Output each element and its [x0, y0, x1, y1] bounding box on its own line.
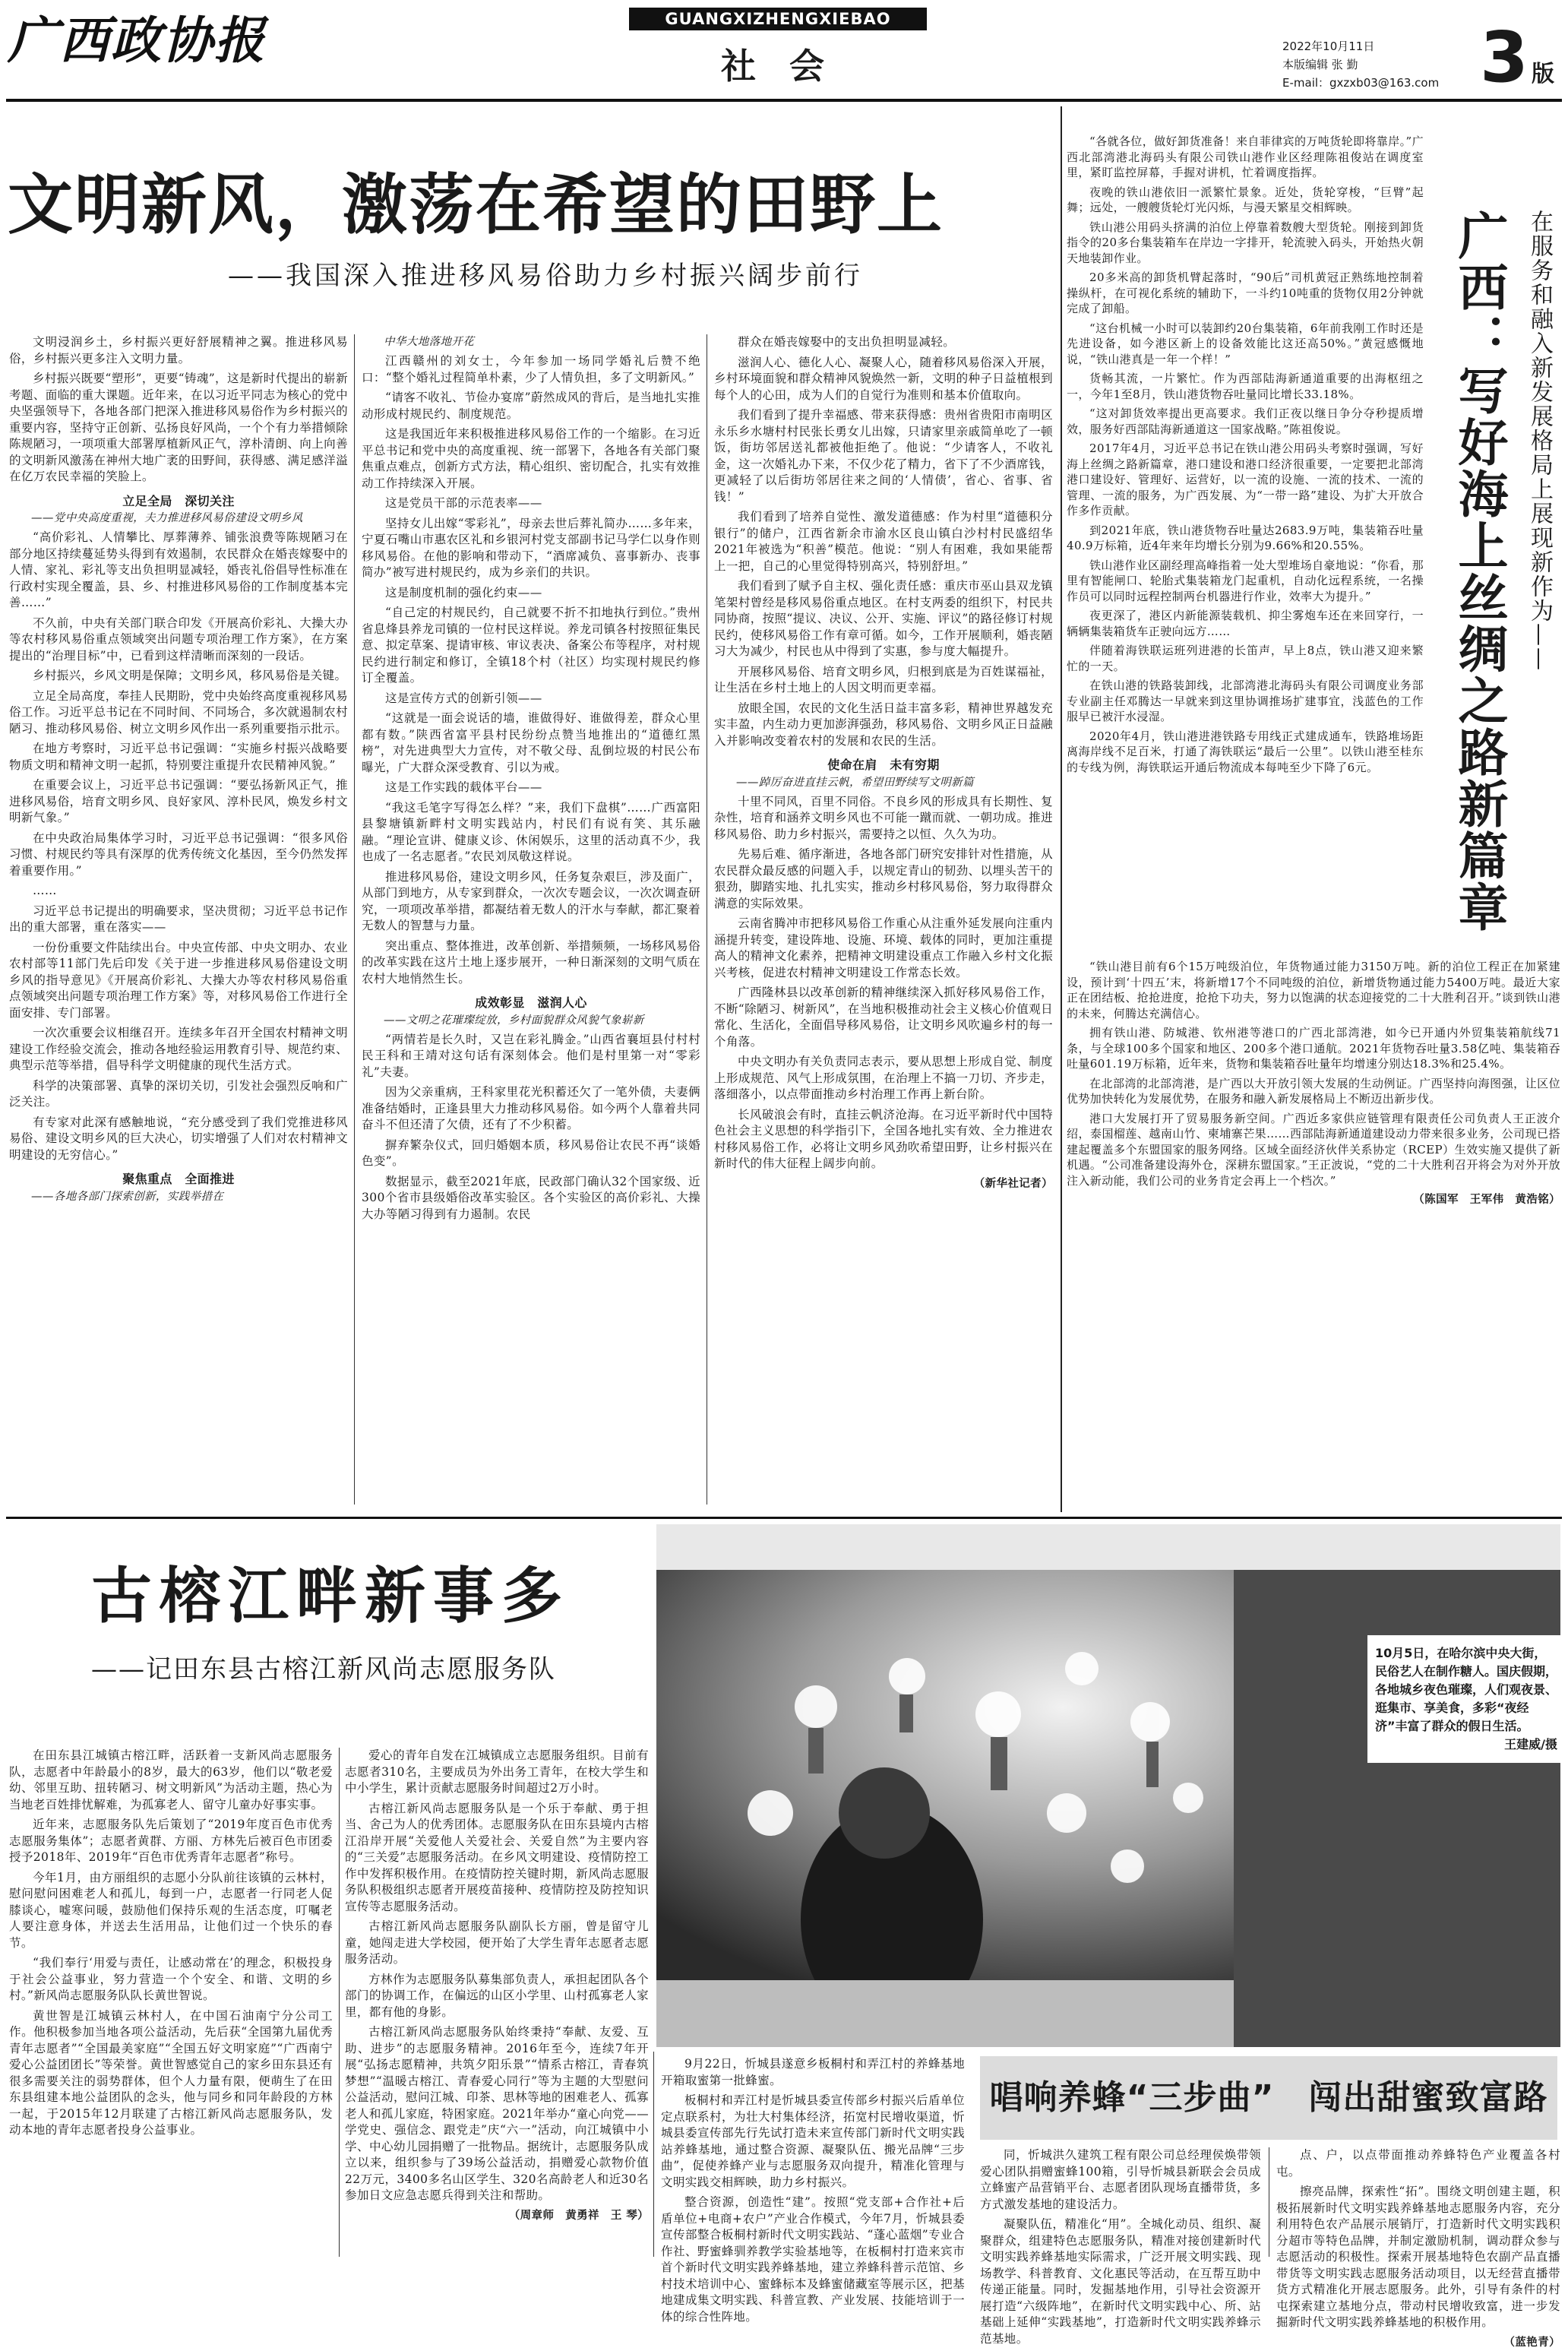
silkroad-column-top: “各就各位，做好卸货准备！来自菲律宾的万吨货轮即将靠岸。”广西北部湾港北海码头有限公司铁山港作业区经理陈祖俊站在调度室里，紧盯监控屏幕，手握对讲机，忙着调度指挥。 夜晚的铁山港依旧一派繁忙景象。近处，货轮穿梭，“巨臂”起舞；远处，一艘艘货轮灯光闪烁，与漫天繁星交相辉映。 铁山港公用码头挤满的泊位上停靠着数艘大型货轮。刚接到卸货指令的20多台集装箱车在岸边一字排开，轮流驶入码头，开始热火朝天地装卸作业。 20多米高的卸货机臂起落时，“90后”司机黄冠正熟练地控制着操纵杆，在可视化系统的辅助下，一斗约10吨重的货物仅用2分钟就完成了卸船。 “这台机械一小时可以装卸约20台集装箱，6年前我刚工作时还是先进设备，如今港区新上的设备效能比这还高50%。”黄冠感慨地说，“铁山港真是一年一个样！” 货畅其流，一片繁忙。作为西部陆海新通道重要的出海枢纽之一，今年1至8月，铁山港货物吞吐量同比增长33.18%。 “这对卸货效率提出更高要求。我们正夜以继日争分夺秒提质增效，服务好西部陆海新通道这一国家战略。”陈祖俊说。 2017年4月，习近平总书记在铁山港公用码头考察时强调，写好海上丝绸之路新篇章，港口建设和港口经济很重要，一定要把北部湾港口建设好、管理好、运营好，以一流的设施、一流的技术、一流的管理、一流的服务，为广西发展、为“一带一路”建设、为扩大开放合作多作贡献。 到2021年底，铁山港货物吞吐量达2683.9万吨，集装箱吞吐量40.9万标箱，近4年来年均增长分别为9.66%和20.55%。 铁山港作业区副经理高峰指着一处大型堆场自豪地说：“你看，那里有智能闸口、轮胎式集装箱龙门起重机，自动化远程系统，一名操作员可以同时远程控制两台机器进行作业，效率大为提升。” 夜更深了，港区内新能源装载机、抑尘雾炮车还在来回穿行，一辆辆集装箱货车正驶向远方…… 伴随着海铁联运班列进港的长笛声，早上8点，铁山港又迎来繁忙的一天。 在铁山港的铁路装卸线，北部湾港北海码头有限公司调度业务部专业副主任邓腾达一早就来到这里协调推场扩建事宜，浅蓝色的工作服早已被汗水浸湿。 2020年4月，铁山港进港铁路专用线正式建成通车，铁路堆场距离海岸线不足百米，打通了海铁联运“最后一公里”。以铁山港至桂东的专线为例，海铁联运开通后物流成本每吨至少下降了6元。	[1067, 134, 1424, 954]
article-credit: （蓝艳青）	[1276, 2335, 1560, 2351]
silkroad-headline: 广西：写好海上丝绸之路新篇章	[1439, 210, 1515, 933]
bees-column-3: 点、户，以点带面推动养蜂特色产业覆盖各村屯。 擦亮品牌，探索性“拓”。围绕文明创建主题，积极拓展新时代文明实践养蜂基地志愿服务内容，充分利用特色农产品展示展销厅，打造新时代文明实践积分超市等特色品牌，并制定激励机制，调动群众参与志愿活动的积极性。探索开展基地特色农副产品直播带货等文明实践志愿服务活动项目，以无经营直播带货方式精准化开展志愿服务。此外，引导有条件的村屯探索建立基地分点，带动村民增收致富，进一步发掘新时代文明实践养蜂基地的积极作用。 （蓝艳青）	[1276, 2147, 1560, 2257]
night-market-photo	[656, 1524, 1560, 2047]
news-photo	[656, 1524, 1560, 2047]
main-column-1: 文明浸润乡土，乡村振兴更好舒展精神之翼。推进移风易俗，乡村振兴更多注入文明力量。 乡村振兴既要“塑形”，更要“铸魂”，这是新时代提出的崭新考题、面临的重大课题。近年来，在以习近平同志为核心的党中央坚强领导下，各地各部门把深入推进移风易俗作为乡村振兴的重要内容，坚持守正创新、弘扬良好风尚，一个个有力举措倾除陈规陋习，一项项重大部署厚植新风正气，淳朴清朗、向上向善的文明新风激荡在神州大地广袤的田野间，获得感、满足感洋溢在亿万农民幸福的笑脸上。 立足全局 深切关注 ——党中央高度重视，夫力推进移风易俗建设文明乡风 “高价彩礼、人情攀比、厚葬薄养、铺张浪费等陈规陋习在部分地区持续蔓延势头得到有效遏制，农民群众在婚丧嫁娶中的人情、家礼、彩礼等支出负担明显减轻，婚丧礼俗倡导性标准在行政村实现全覆盖，县、乡、村推进移风易俗的工作制度基本完善……” 不久前，中央有关部门联合印发《开展高价彩礼、大操大办等农村移风易俗重点领域突出问题专项治理工作方案》，在方案提出的“治理目标”中，已看到这样清晰而深刻的一段话。 乡村振兴，乡风文明是保障；文明乡风，移风易俗是关键。 立足全局高度，奉挂人民期盼，党中央始终高度重视移风易俗工作。习近平总书记在不同时间、不同场合，多次就遏制农村陋习、推动移风易俗、树立文明乡风作出一系列重要指示批示。 在地方考察时，习近平总书记强调：“实施乡村振兴战略要物质文明和精神文明一起抓，特别要注重提升农民精神风貌。” 在重要会议上，习近平总书记强调：“要弘扬新风正气，推进移风易俗，培育文明乡风、良好家风、淳朴民风，焕发乡村文明新气象。” 在中央政治局集体学习时，习近平总书记强调：“很多风俗习惯、村规民约等具有深厚的优秀传统文化基因，至今仍然发挥着重要作用。” …… 习近平总书记提出的明确要求，坚决贯彻；习近平总书记作出的重大部署，重在落实—— 一份份重要文件陆续出台。中央宣传部、中央文明办、农业农村部等11部门先后印发《关于进一步推进移风易俗建设文明乡风的指导意见》《开展高价彩礼、大操大办等农村移风易俗重点领域突出问题专项治理工作方案》等，对移风易俗工作进行全面安排、专门部署。 一次次重要会议相继召开。连续多年召开全国农村精神文明建设工作经验交流会，推动各地经验运用教育引导、规范约束、典型示范等举措，倡导科学文明健康的现代生活方式。 科学的决策部署、真挚的深切关切，引发社会强烈反响和广泛关注。 有专家对此深有感触地说，“充分感受到了我们党推进移风易俗、建设文明乡风的巨大决心，切实增强了人们对农村精神文明建设的无穷信心。” 聚焦重点 全面推进 ——各地各部门探索创新，实践举措在	[9, 334, 348, 1505]
main-headline: 文明新风，激荡在希望的田野上	[8, 160, 1048, 251]
bees-headline: 唱响养蜂“三步曲” 闯出甜蜜致富路	[980, 2056, 1557, 2140]
section-title: 社 会	[629, 40, 927, 93]
masthead-email: E-mail：gxzxb03@163.com	[1282, 74, 1439, 90]
photo-credit: 王建威/摄	[1375, 1736, 1557, 1754]
article-credit: （陈国军 王军伟 黄浩铭）	[1067, 1192, 1560, 1208]
page-number: 3	[1480, 20, 1528, 96]
section-rule	[1061, 106, 1062, 1512]
column-rule	[339, 1748, 340, 2257]
masthead-date: 2022年10月11日	[1282, 38, 1374, 54]
main-subtitle: ——我国深入推进移风易俗助力乡村振兴阔步前行	[228, 257, 1048, 295]
bees-column-2: 同，忻城洪久建筑工程有限公司总经理侯焕带领爱心团队捐赠蜜蜂100箱，引导忻城县新联会会员成立蜂蜜产品营销平台、志愿者团队现场直播带货，多方式激发基地的建设活力。 凝聚队伍，精准化“用”。全城化动员、组织、凝聚群众，组建特色志愿服务队，精准对接创建新时代文明实践养蜂基地实际需求，广泛开展文明实践、现场教学、科普教育、文化惠民等活动，在互帮互助中传递正能量。同时，发掘基地作用，引导社会资源开展打造“六级阵地”，在新时代文明实践中心、所、站基础上延伸“实践基地”，打造新时代文明实践养蜂示范基地。	[980, 2147, 1261, 2257]
silkroad-kicker: 在服务和融入新发展格局上展现新作为——	[1524, 210, 1554, 672]
rongjiang-headline: 古榕江畔新事多	[91, 1558, 638, 1634]
rongjiang-column-2: 爱心的青年自发在江城镇成立志愿服务组织。目前有志愿者310名，主要成员为外出务工青年，在校大学生和中小学生，累计贡献志愿服务时间超过2万小时。 古榕江新风尚志愿服务队是一个乐于奉献、勇于担当、舍己为人的优秀团体。志愿服务队在田东县境内古榕江沿岸开展“关爱他人关爱社会、关爱自然”为主要内容的“三关爱”志愿服务活动。在乡风文明建设、疫情防控工作中发挥积极作用。在疫情防控关键时期，新风尚志愿服务队积极组织志愿者开展疫苗接种、疫情防控及防控知识宣传等志愿服务活动。 古榕江新风尚志愿服务队副队长方丽，曾是留守儿童，她闯走进大学校园，便开始了大学生青年志愿者志愿服务活动。 方林作为志愿服务队募集部负责人，承担起团队各个部门的协调工作，在偏远的山区小学里、山村孤寡老人家里，都有他的身影。 古榕江新风尚志愿服务队始终秉持“奉献、友爱、互助、进步”的志愿服务精神。2016年至今，连续7年开展“弘扬志愿精神，共筑夕阳乐景”“情系古榕江，青春筑梦想”“温暖古榕江、青春爱心同行”等为主题的大型慰问公益活动，慰问江城、印茶、思林等地的困难老人、孤寡老人和孤儿家庭，特困家庭。2021年举办“童心向党——学党史、强信念、跟党走”庆“六一”活动，向江城镇中小学、中心幼儿园捐赠了一批物品。据统计，志愿服务队成立以来，组织参与了39场公益活动，捐赠爱心款物价值22万元，3400多名山区学生、320名高龄老人和近30名参加日文应急志愿兵得到关注和帮助。 （周章师 黄勇祥 王 琴）	[345, 1748, 649, 2257]
masthead-rule	[6, 99, 1562, 102]
column-rule	[354, 334, 355, 1505]
newspaper-logo: 广西政协报	[8, 8, 327, 73]
section-heading: 聚焦重点 全面推进	[9, 1171, 348, 1188]
article-credit: （新华社记者）	[714, 1176, 1053, 1193]
main-column-2: 中华大地落地开花 江西赣州的刘女士，今年参加一场同学婚礼后赞不绝口：“整个婚礼过程简单朴素，少了人情负担，多了文明新风。” “请客不收礼、节俭办宴席”蔚然成风的背后，是当地扎实推动形成村规民约、制度规范。 这是我国近年来积极推进移风易俗工作的一个缩影。在习近平总书记和党中央的高度重视、统一部署下，各地各有关部门聚焦重点难点，创新方式方法，精心组织、密切配合，扎实有效推动工作持续深入开展。 这是党员干部的示范表率—— 坚持女儿出嫁“零彩礼”，母亲去世后葬礼简办……多年来，宁夏石嘴山市惠农区礼和乡银河村党支部副书记马学仁以身作则移风易俗。在他的影响和带动下，“酒席减负、喜事新办、丧事简办”被写进村规民约，成为乡亲们的共识。 这是制度机制的强化约束—— “自己定的村规民约，自己就要不折不扣地执行到位。”贵州省息烽县养龙司镇的一位村民这样说。养龙司镇各村按照征集民意、拟定草案、提请审核、审议表决、备案公布等程序，对村规民约进行制定和修订，全镇18个村（社区）均实现村规民约修订全覆盖。 这是宣传方式的创新引领—— “这就是一面会说话的墙，谁做得好、谁做得差，群众心里都有数。”陕西省富平县村民纷纷点赞当地推出的“道德红黑榜”，对先进典型大力宣传，对不敬父母、乱倒垃圾的村民公布曝光，广大群众深受教育、引以为戒。 这是工作实践的载体平台—— “我这毛笔字写得怎么样？”来，我们下盘棋”……广西富阳县黎塘镇新畔村文明实践站内，村民们有说有笑、其乐融融。“理论宣讲、健康义诊、休闲娱乐，这里的活动真不少，我也成了一名志愿者。”农民刘凤敬这样说。 推进移风易俗，建设文明乡风，任务复杂艰巨，涉及面广，从部门到地方，从专家到群众，一次次专题会议，一次次调查研究，一项项改革举措，都凝结着无数人的汗水与奉献，都汇聚着无数人的智慧与力量。 突出重点、整体推进，改革创新、举措频频，一场移风易俗的改革实践在这片土地上逐步展开，一种日渐深刻的文明气质在农村大地悄然生长。 成效彰显 滋润人心 ——文明之花璀璨绽放，乡村面貌群众风貌气象崭新 “两情若是长久时，又岂在彩礼腾金。”山西省襄垣县付村村民王科和王靖对这句话有深刻体会。他们是村里第一对“零彩礼”夫妻。 因为父亲重病，王科家里花光积蓄还欠了一笔外债，夫妻俩准备结婚时，正逢县里大力推动移风易俗。如今两个人靠着共同奋斗不但还清了欠债，还有了不少积蓄。 摒弃繁杂仪式，回归婚姻本质，移风易俗让农民不再“谈婚色变”。 数据显示，截至2021年底，民政部门确认32个国家级、近300个省市县级婚俗改革实验区。各个实验区的高价彩礼、大操大办等陋习得到有力遏制。农民	[362, 334, 700, 1505]
main-column-3: 群众在婚丧嫁娶中的支出负担明显减轻。 滋润人心、德化人心、凝聚人心，随着移风易俗深入开展，乡村环境面貌和群众精神风貌焕然一新，文明的种子日益植根到每个人的心田，成为人们的自觉行为准则和基本价值取向。 我们看到了提升幸福感、带来获得感：贵州省贵阳市南明区永乐乡水塘村村民张长勇女儿出嫁，只请家里亲戚简单吃了一顿饭，街坊邻居送礼都被他拒绝了。他说：“少请客人，不收礼金，这一次婚礼办下来，不仅少花了精力，省下了不少酒席钱，更减轻了以后街坊邻居往来之间的‘人情债’，省心、省事、省钱！” 我们看到了培养自觉性、激发道德感：作为村里“道德积分银行”的储户，江西省新余市渝水区良山镇白沙村村民盛绍华2021年被选为“积善”模范。他说：“别人有困难，我如果能帮上一把，自己的心里觉得特别高兴，特别舒坦。” 我们看到了赋予自主权、强化责任感：重庆市巫山县双龙镇笔架村曾经是移风易俗重点地区。在村支两委的组织下，村民共同协商，按照“提议、决议、公开、实施、评议”的路径修订村规民约，使移风易俗工作有章可循。如今，工作开展顺利，婚丧陋习大为减少，村民也从中得到了实惠，参与度大幅提升。 开展移风易俗、培育文明乡风，归根到底是为百姓谋福祉，让生活在乡村土地上的人因文明而更幸福。 放眼全国，农民的文化生活日益丰富多彩，精神世界越发充实丰盈，内生动力更加澎湃强劲，移风易俗、文明乡风正日益融入并影响改变着农村的发展和农民的生活。 使命在肩 未有穷期 ——踔厉奋进直挂云帆，希望田野续写文明新篇 十里不同风，百里不同俗。不良乡风的形成具有长期性、复杂性，培育和涵养文明乡风也不可能一蹴而就、一朝功成。推进移风易俗、助力乡村振兴，需要持之以恒、久久为功。 先易后难、循序渐进，各地各部门研究安排针对性措施，从农民群众最反感的问题入手，以规定青山的韧劲、以埋头苦干的狠劲，脚踏实地、扎扎实实，推动乡村移风易俗，努力取得群众满意的实际效果。 云南省腾冲市把移风易俗工作重心从注重外延发展向注重内涵提升转变，建设阵地、设施、环境、载体的同时，更加注重提高人的精神文化素养，把精神文明建设重点工作融入乡村文化振兴考核，促进农村精神文明建设工作常态长效。 广西隆林县以改革创新的精神继续深入抓好移风易俗工作，不断“除陋习、树新风”，在当地积极推动社会主义核心价值观日常化、生活化，全面倡导移风易俗，让文明乡风吹遍乡村的每一个角落。 中央文明办有关负责同志表示，要从思想上形成自觉、制度上形成规范、风气上形成氛围，在治理上不搞一刀切、齐步走，落细落小，以点带面推动乡村治理工作再上新台阶。 长风破浪会有时，直挂云帆济沧海。在习近平新时代中国特色社会主义思想的科学指引下，全国各地扎实有效、全力推进农村移风易俗工作，必将让文明乡风劲吹希望田野，让乡村振兴在新时代的伟大征程上阔步向前。 （新华社记者）	[714, 334, 1053, 1505]
section-rule	[6, 1517, 1562, 1519]
bees-column-1: 9月22日，忻城县遂意乡板桐村和弄江村的养蜂基地开箱取蜜第一批蜂蜜。 板桐村和弄江村是忻城县委宣传部乡村振兴后盾单位定点联系村，为壮大村集体经济，拓宽村民增收渠道，忻城县委宣传部先行先试打造未来宣传部门新时代文明实践站养蜂基地，通过整合资源、凝聚队伍、搬光品牌“三步曲”，促使养蜂产业与志愿服务双向提升，精准化管理与文明实践交相辉映，助力乡村振兴。 整合资源，创造性“建”。按照“党支部+合作社+后盾单位+电商+农户”产业合作模式，今年7月，忻城县委宣传部整合板桐村新时代文明实践站、“蓬心蓝烟”专业合作社、野蜜蜂驯养教学实验基地等，在板桐村打造来宾市首个新时代文明实践养蜂基地，建立养蜂科普示范馆、乡村技术培训中心、蜜蜂标本及蜂蜜储藏室等展示区，把基地建成集文明实践、科普宣教、产业发展、技能培训于一体的综合性阵地。	[661, 2056, 965, 2257]
section-heading: 成效彰显 滋润人心	[362, 995, 700, 1011]
article-credit: （周章师 黄勇祥 王 琴）	[345, 2208, 649, 2225]
silkroad-column-bottom: “铁山港目前有6个15万吨级泊位，年货物通过能力3150万吨。新的泊位工程正在加紧建设，预计到‘十四五’末，将新增17个不同吨级的泊位，新增货物通过能力5400万吨。最近大家正在团结板、抢抢进度，抢抢下功夫，努力以饱满的状态迎接党的二十大胜利召开。”谈到铁山港的未来，何腾达充满信心。 拥有铁山港、防城港、钦州港等港口的广西北部湾港，如今已开通内外贸集装箱航线71条，与全球100多个国家和地区、200多个港口通航。2021年货物吞吐量3.58亿吨、集装箱吞吐量601.19万标箱，近年来，货物和集装箱吞吐量年均增速分别达18.3%和25.4%。 在北部湾的北部湾港，是广西以大开放引领大发展的生动例证。广西坚持向海图强，让区位优势加快转化为发展优势，在服务和融入新发展格局上不断迈出新步伐。 港口大发展打开了贸易服务新空间。广西近多家供应链管理有限责任公司负责人王正波介绍，泰国榴莲、越南山竹、柬埔寨芒果……西部陆海新通道建设动力带来很多业务，公司现已搭建起覆盖多个东盟国家的服务网络。区域全面经济伙伴关系协定（RCEP）生效实施又提供了新机遇。“公司准备建设海外仓，深耕东盟国家。”王正波说，“党的二十大胜利召开将会为对外开放注入新动能，我们公司的业务肯定会再上一个档次。” （陈国军 王军伟 黄浩铭）	[1067, 959, 1560, 1506]
page-unit: 版	[1532, 55, 1554, 88]
column-rule	[653, 2052, 654, 2257]
masthead-editor: 本版编辑 张 勤	[1282, 56, 1358, 72]
section-heading: 使命在肩 未有穷期	[714, 757, 1053, 774]
rongjiang-column-1: 在田东县江城镇古榕江畔，活跃着一支新风尚志愿服务队，志愿者中年龄最小的8岁，最大的63岁，他们以“敬老爱幼、邻里互助、扭转陋习、树文明新风”为活动主题，热心为当地老百姓排忧解难，为孤寡老人、留守儿童办好事实事。 近年来，志愿服务队先后策划了“2019年度百色市优秀志愿服务集体”；志愿者黄群、方丽、方林先后被百色市团委授予2018年、2019年“百色市优秀青年志愿者”称号。 今年1月，由方丽组织的志愿小分队前往该镇的云林村，慰问慰问困难老人和孤儿，每到一户，志愿者一行同老人促膝谈心，嘘寒问暖，鼓励他们保持乐观的生活态度，叮嘱老人要注意身体，并送去生活用品，让他们过一个快乐的春节。 “我们奉行‘用爱与责任，让感动常在’的理念，积极投身于社会公益事业，努力营造一个个安全、和谐、文明的乡村。”新风尚志愿服务队队长黄世智说。 黄世智是江城镇云林村人，在中国石油南宁分公司工作。他积极参加当地各项公益活动，先后获“全国第九届优秀青年志愿者”“全国最美家庭”“全国五好文明家庭”“广西南宁爱心公益团团长”等荣誉。黄世智感觉自己的家乡田东县还有很多需要关注的弱势群体，但个人力量有限，便萌生了在田东县组建本地公益团队的念头，他与同乡和同年龄段的方林一起，于2015年12月联建了古榕江新风尚志愿服务队，发动本地的青年志愿者投身公益事业。	[9, 1748, 333, 2257]
photo-caption: 10月5日，在哈尔滨中央大街，民俗艺人在制作糖人。国庆假期，各地城乡夜色璀璨，人们观夜景、逛集市、享美食，多彩“夜经济”丰富了群众的假日生活。 王建威/摄	[1367, 1635, 1565, 1763]
section-heading: 立足全局 深切关注	[9, 493, 348, 510]
rongjiang-subtitle: ——记田东县古榕江新风尚志愿服务队	[91, 1650, 669, 1688]
masthead-pinyin: GUANGXIZHENGXIEBAO	[629, 8, 927, 30]
